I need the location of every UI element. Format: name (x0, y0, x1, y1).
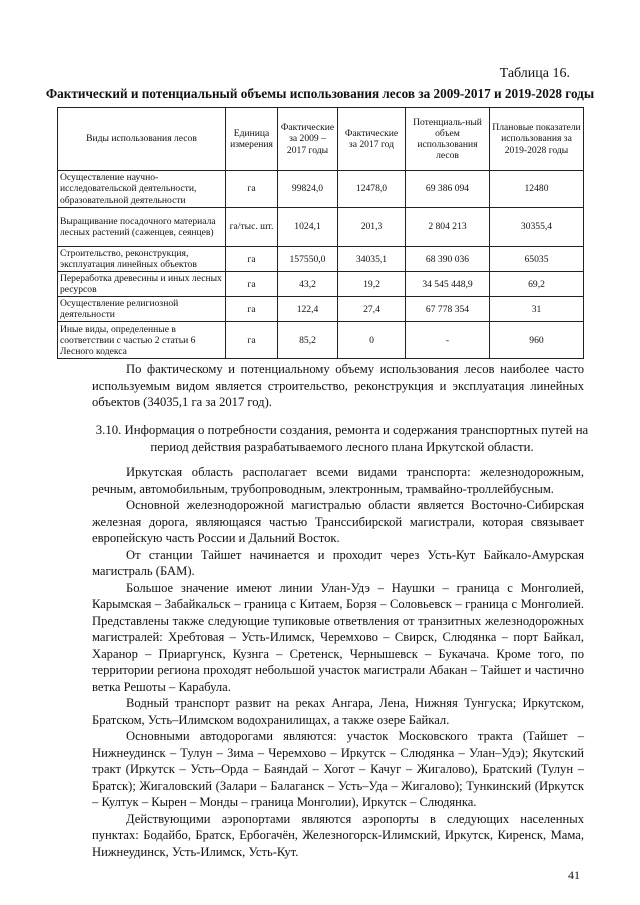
cell-planned: 65035 (490, 247, 584, 272)
column-header: Потенциаль-ный объем использования лесов (406, 108, 490, 171)
cell-kind: Строительство, реконструкция, эксплуатация линейных объектов (58, 247, 226, 272)
cell-fact-2009-2017: 85,2 (278, 322, 338, 359)
cell-planned: 69,2 (490, 272, 584, 297)
cell-potential: 34 545 448,9 (406, 272, 490, 297)
cell-planned: 30355,4 (490, 208, 584, 247)
column-header: Виды использования лесов (58, 108, 226, 171)
cell-planned: 31 (490, 297, 584, 322)
table-conclusion (92, 361, 584, 411)
table-row (58, 171, 584, 208)
paragraph: Иркутская область располагает всеми видами транспорта: железнодорожным, речным, автомобильным, трубопроводным, электронным, трамвайно-троллейбусным. (92, 465, 584, 496)
cell-kind: Выращивание посадочного материала лесных растений (саженцев, сеянцев) (58, 208, 226, 247)
cell-unit: га (226, 322, 278, 359)
cell-fact-2009-2017: 43,2 (278, 272, 338, 297)
table-row (58, 272, 584, 297)
paragraph: Водный транспорт развит на реках Ангара, Лена, Нижняя Тунгуска; Иркутском, Братском, Усть–Илимском водохранилищах, а также озере Байкал. (92, 696, 584, 727)
cell-unit: га/тыс. шт. (226, 208, 278, 247)
cell-kind: Осуществление научно-исследовательской деятельности, образовательной деятельности (58, 171, 226, 208)
paragraph: Большое значение имеют линии Улан-Удэ – Наушки – граница с Монголией, Карымская – Забайкальск – граница с Китаем, Борзя – Соловьевск – граница с Монголией. Представлены также следующие тупиковые ответвления от транзитных железнодорожных магистралей: Хребтовая – Усть-Илимск, Черемхово – Свирск, Слюдянка – порт Байкал, Харанор – Приаргунск, Кузнга – Сретенск, Чернышевск – Букачача. Кроме того, по территории региона проходят небольшой участок магистрали Абакан – Тайшет и частично ветка Решоты – Карабула. (92, 580, 584, 694)
cell-fact-2017: 19,2 (338, 272, 406, 297)
cell-planned: 960 (490, 322, 584, 359)
section-heading: 3.10. Информация о потребности создания, ремонта и содержания транспортных путей на период действия разрабатываемого лесного плана Иркутской области. (95, 423, 589, 454)
table-header-row (58, 108, 584, 171)
cell-fact-2009-2017: 1024,1 (278, 208, 338, 247)
table-row (58, 208, 584, 247)
cell-unit: га (226, 171, 278, 208)
cell-kind: Переработка древесины и иных лесных ресурсов (58, 272, 226, 297)
cell-planned: 12480 (490, 171, 584, 208)
cell-unit: га (226, 297, 278, 322)
forest-use-table (57, 107, 584, 359)
column-header: Фактические за 2017 год (338, 108, 406, 171)
cell-potential: 68 390 036 (406, 247, 490, 272)
paragraph: Действующими аэропортами являются аэропорты в следующих населенных пунктах: Бодайбо, Братск, Ербогачён, Железногорск-Илимский, Иркутск, Киренск, Мама, Нижнеудинск, Усть-Илимск, Усть-Кут. (92, 811, 584, 859)
table-row (58, 322, 584, 359)
cell-potential: - (406, 322, 490, 359)
cell-fact-2017: 34035,1 (338, 247, 406, 272)
column-header: Фактические за 2009 – 2017 годы (278, 108, 338, 171)
cell-unit: га (226, 272, 278, 297)
cell-fact-2017: 27,4 (338, 297, 406, 322)
cell-fact-2017: 201,3 (338, 208, 406, 247)
cell-unit: га (226, 247, 278, 272)
cell-fact-2017: 12478,0 (338, 171, 406, 208)
table-title: Фактический и потенциальный объемы использования лесов за 2009-2017 и 2019-2028 годы (45, 86, 595, 101)
page-number: 41 (568, 868, 580, 882)
cell-fact-2009-2017: 99824,0 (278, 171, 338, 208)
cell-potential: 67 778 354 (406, 297, 490, 322)
table-label: Таблица 16. (499, 66, 570, 81)
paragraph: Основной железнодорожной магистралью области является Восточно-Сибирская железная дорога, являющаяся частью Транссибирской магистрали, которая связывает европейскую часть России и Дальний Восток. (92, 498, 584, 545)
cell-kind: Иные виды, определенные в соответствии с частью 2 статьи 6 Лесного кодекса (58, 322, 226, 359)
cell-potential: 2 804 213 (406, 208, 490, 247)
cell-fact-2009-2017: 122,4 (278, 297, 338, 322)
column-header: Плановые показатели использования за 2019-2028 годы (490, 108, 584, 171)
cell-fact-2009-2017: 157550,0 (278, 247, 338, 272)
paragraph: Основными автодорогами являются: участок Московского тракта (Тайшет – Нижнеудинск – Тулун – Зима – Черемхово – Иркутск – Слюдянка – Улан–Удэ); Якутский тракт (Иркутск – Усть–Орда – Баяндай – Хогот – Качуг – Жигалово), Братский (Тулун – Братск); Жигаловский (Залари – Балаганск – Усть–Уда – Жигалово); Тункинский (Иркутск – Култук – Кырен – Монды – граница Монголии), Иркутск – Слюдянка. (92, 729, 584, 809)
paragraph: От станции Тайшет начинается и проходит через Усть-Кут Байкало-Амурская магистраль (БАМ). (92, 547, 584, 578)
cell-potential: 69 386 094 (406, 171, 490, 208)
cell-fact-2017: 0 (338, 322, 406, 359)
section-body (92, 464, 584, 860)
table-row (58, 247, 584, 272)
table-row (58, 297, 584, 322)
column-header: Единица измерения (226, 108, 278, 171)
cell-kind: Осуществление религиозной деятельности (58, 297, 226, 322)
paragraph: По фактическому и потенциальному объему использования лесов наиболее часто используемым видом является строительство, реконструкция и эксплуатация линейных объектов (34035,1 га за 2017 год). (92, 362, 584, 409)
